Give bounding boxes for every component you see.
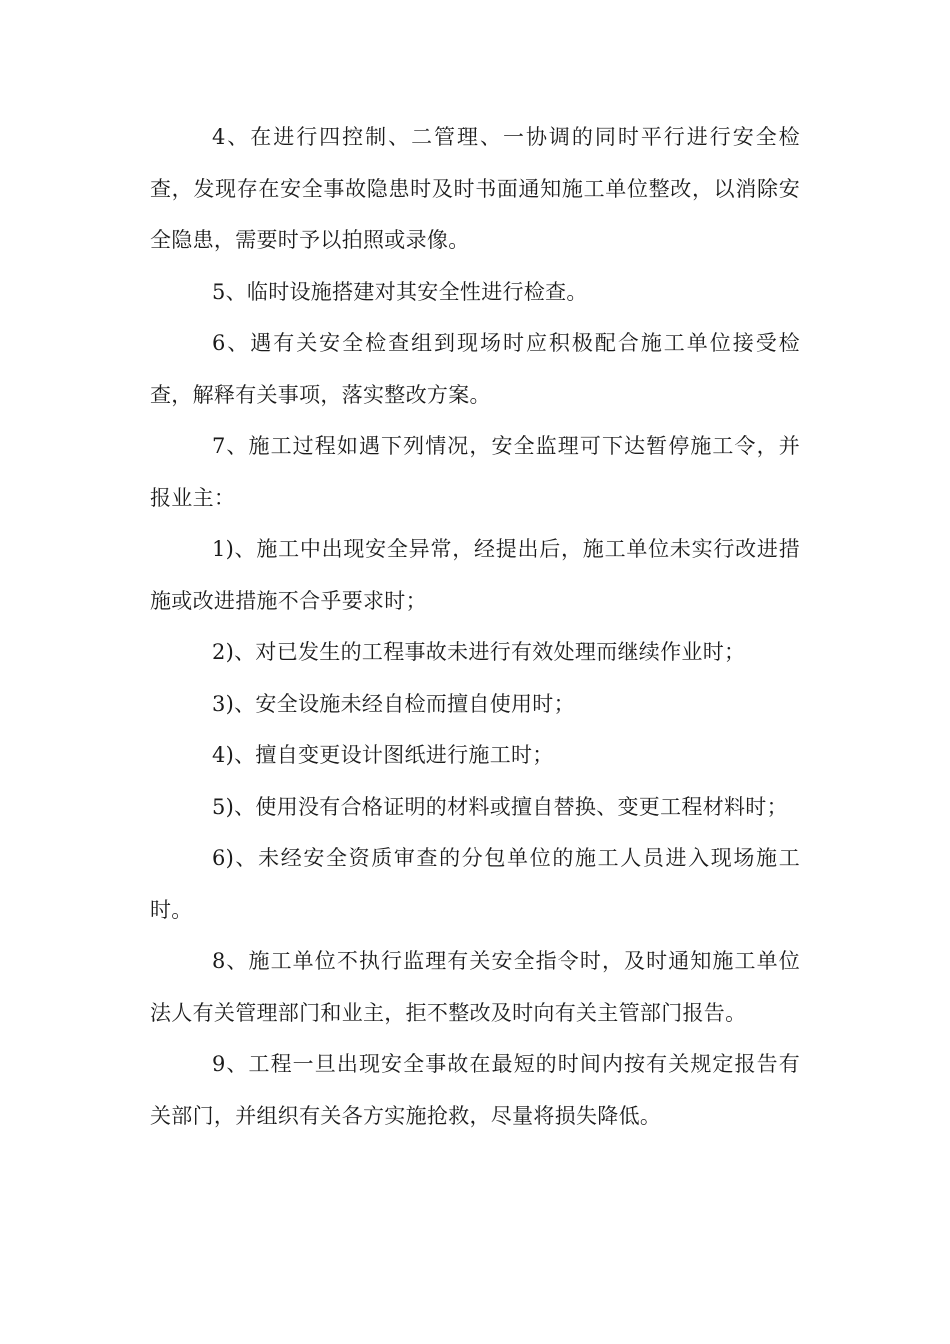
paragraph-item-5: 5、临时设施搭建对其安全性进行检查。	[211, 279, 588, 304]
sub-item-3: 3)、安全设施未经自检而擅自使用时；	[211, 691, 575, 716]
sub-item-4: 4)、擅自变更设计图纸进行施工时；	[211, 743, 554, 767]
document-body	[150, 112, 800, 1142]
paragraph-item-4: 4、在进行四控制、二管理、一协调的同时平行进行安全检查，发现存在安全事故隐患时及时书面通知施工单位整改，以消除安全隐患，需要时予以拍照或录像。	[150, 125, 800, 252]
paragraph-item-8: 8、施工单位不执行监理有关安全指令时，及时通知施工单位法人有关管理部门和业主，拒不整改及时向有关主管部门报告。	[150, 949, 800, 1025]
sub-item-6: 6)、未经安全资质审查的分包单位的施工人员进入现场施工时。	[150, 846, 800, 922]
paragraph-item-6: 6、遇有关安全检查组到现场时应积极配合施工单位接受检查，解释有关事项，落实整改方案。	[150, 331, 800, 407]
sub-item-1: 1)、施工中出现安全异常，经提出后，施工单位未实行改进措施或改进措施不合乎要求时；	[150, 537, 800, 613]
sub-item-2: 2)、对已发生的工程事故未进行有效处理而继续作业时；	[211, 640, 746, 664]
paragraph-item-7: 7、施工过程如遇下列情况，安全监理可下达暂停施工令，并报业主：	[150, 434, 800, 510]
sub-item-5: 5)、使用没有合格证明的材料或擅自替换、变更工程材料时；	[211, 794, 788, 819]
paragraph-item-9: 9、工程一旦出现安全事故在最短的时间内按有关规定报告有关部门，并组织有关各方实施抢救，尽量将损失降低。	[150, 1052, 800, 1128]
